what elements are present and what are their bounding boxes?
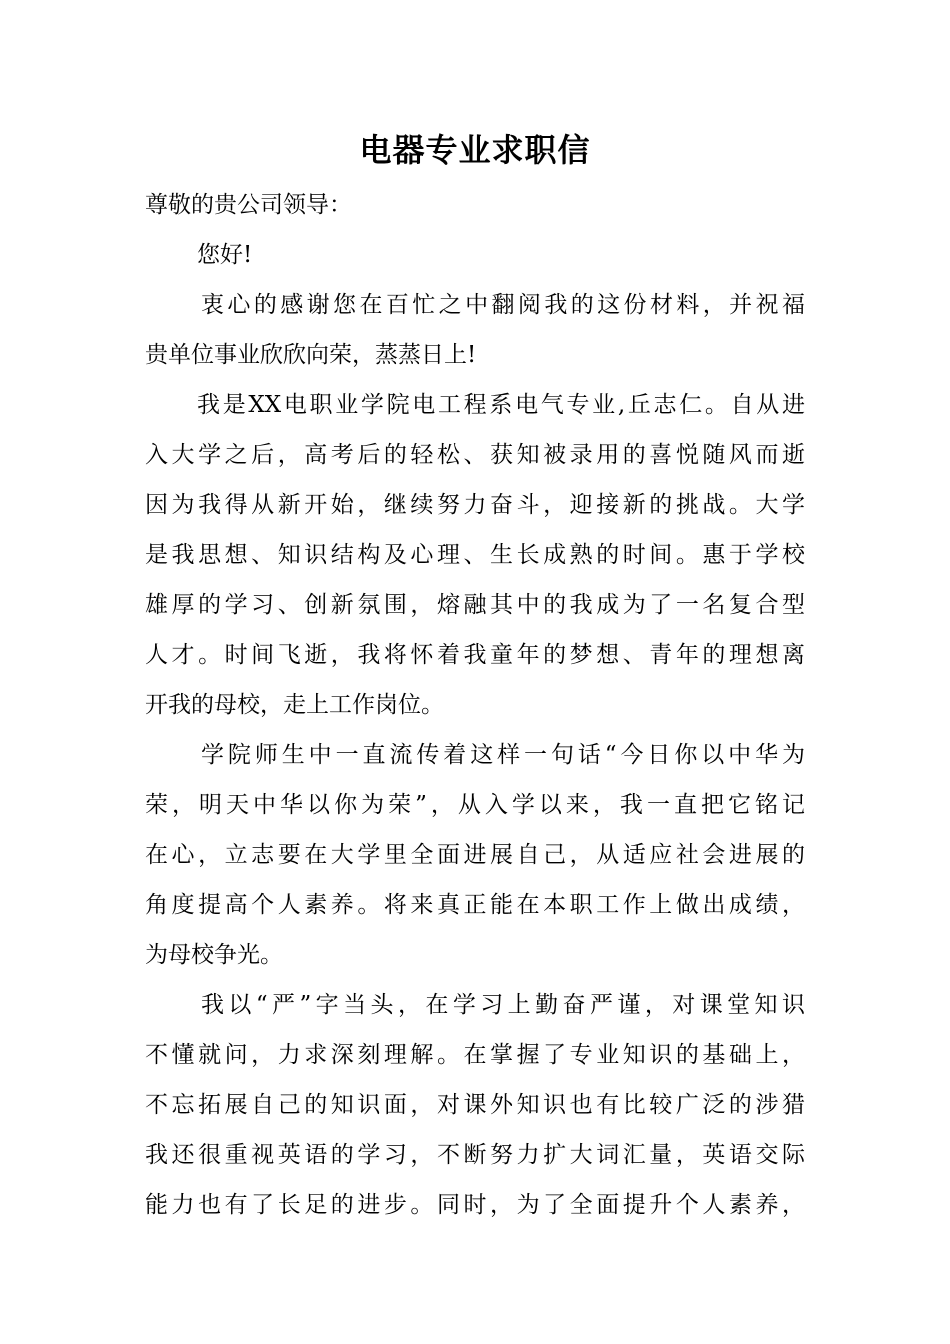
paragraph-2-line-2: 入大学之后，高考后的轻松、获知被录用的喜悦随风而逝: [145, 442, 805, 468]
paragraph-3-line-2: 荣，明天中华以你为荣”，从入学以来，我一直把它铭记: [145, 792, 805, 818]
paragraph-4-line-1: 我以“严”字当头，在学习上勤奋严谨，对课堂知识: [201, 992, 805, 1018]
paragraph-2-line-7: 开我的母校，走上工作岗位。: [145, 692, 444, 718]
letter-body: [145, 180, 805, 1230]
paragraph-4-line-4: 我还很重视英语的学习，不断努力扩大词汇量，英语交际: [145, 1142, 805, 1168]
salutation: 尊敬的贵公司领导：: [145, 192, 352, 218]
paragraph-2-line-5: 雄厚的学习、创新氛围，熔融其中的我成为了一名复合型: [145, 592, 805, 618]
paragraph-3-line-5: 为母校争光。: [145, 942, 283, 968]
paragraph-2-line-3: 因为我得从新开始，继续努力奋斗，迎接新的挑战。大学: [145, 492, 805, 518]
paragraph-4-line-3: 不忘拓展自己的知识面，对课外知识也有比较广泛的涉猎: [145, 1092, 805, 1118]
paragraph-3-line-3: 在心，立志要在大学里全面进展自己，从适应社会进展的: [145, 842, 805, 868]
document-title: 电器专业求职信: [359, 131, 591, 169]
paragraph-3-line-1: 学院师生中一直流传着这样一句话“今日你以中华为: [201, 742, 805, 768]
paragraph-4-line-2: 不懂就问，力求深刻理解。在掌握了专业知识的基础上，: [145, 1042, 805, 1068]
paragraph-1-line-1: 衷心的感谢您在百忙之中翻阅我的这份材料，并祝福: [201, 292, 805, 318]
paragraph-3-line-4: 角度提高个人素养。将来真正能在本职工作上做出成绩，: [145, 892, 805, 918]
greeting: 您好!: [197, 242, 253, 268]
paragraph-2-line-6: 人才。时间飞逝，我将怀着我童年的梦想、青年的理想离: [145, 642, 805, 668]
paragraph-2-line-1: 我是XX电职业学院电工程系电气专业,丘志仁。自从进: [197, 392, 805, 418]
paragraph-2-line-4: 是我思想、知识结构及心理、生长成熟的时间。惠于学校: [145, 542, 805, 568]
paragraph-4-line-5: 能力也有了长足的进步。同时，为了全面提升个人素养，: [145, 1192, 805, 1218]
paragraph-1-line-2: 贵单位事业欣欣向荣，蒸蒸日上!: [145, 342, 477, 368]
